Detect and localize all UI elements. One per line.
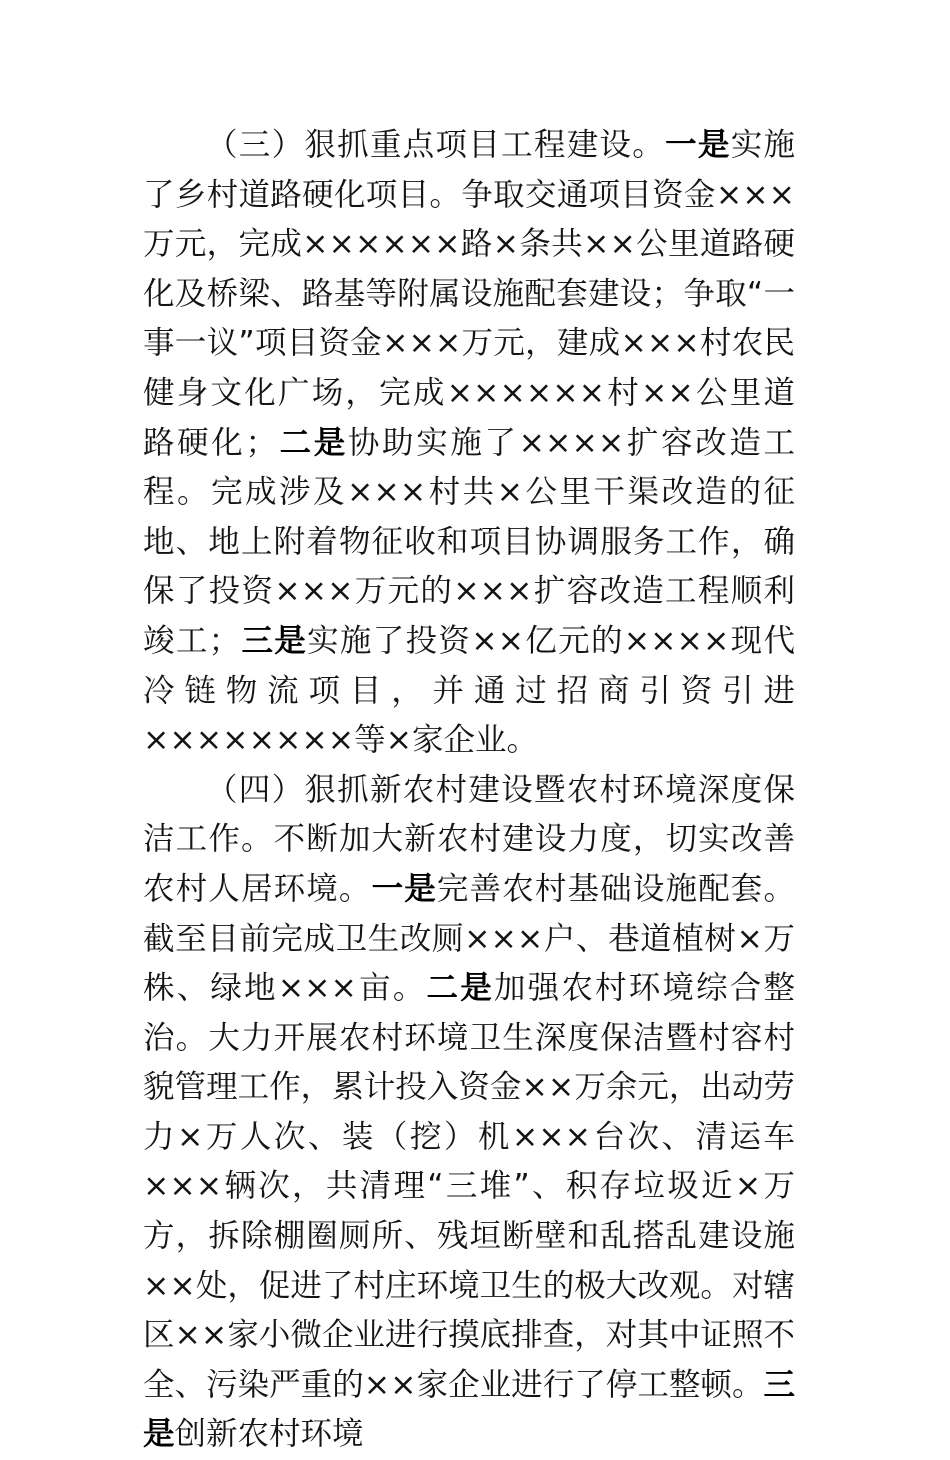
- paragraph-section-3: [143, 121, 795, 766]
- enumeration-marker: 二是: [276, 424, 348, 461]
- enumeration-marker: 三是: [143, 1366, 795, 1453]
- enumeration-marker: 一是: [371, 870, 437, 907]
- paragraph-text: 加强农村环境综合整治。大力开展农村环境卫生深度保洁暨村容村貌管理工作，累计投入资金××万余元，出动劳力×万人次、装（挖）机×××台次、清运车×××辆次，共清理“三堆”、积存垃圾近×万方，拆除棚圈厕所、残垣断壁和乱搭乱建设施××处，促进了村庄环境卫生的极大改观。对辖区××家小微企业进行摸底排查，对其中证照不全、污染严重的××家企业进行了停工整顿。: [143, 970, 795, 1403]
- paragraph-text: （四）狠抓新农村建设暨农村环境深度保洁工作。不断加大新农村建设力度，切实改善农村人居环境。: [143, 771, 795, 907]
- enumeration-marker: 二是: [426, 970, 494, 1007]
- paragraph-section-4: [143, 766, 795, 1460]
- enumeration-marker: 一是: [665, 127, 731, 163]
- paragraph-text: 实施了投资××亿元的××××现代冷链物流项目，并通过招商引资引进××××××××等×家企业。: [143, 622, 795, 759]
- paragraph-text: 完善农村基础设施配套。截至目前完成卫生改厕×××户、巷道植树×万株、绿地×××亩。: [143, 870, 795, 1007]
- document-body: [143, 121, 795, 1460]
- paragraph-text: 协助实施了××××扩容改造工程。完成涉及×××村共×公里干渠改造的征地、地上附着物征收和项目协调服务工作，确保了投资×××万元的×××扩容改造工程顺利竣工；: [143, 424, 795, 659]
- enumeration-marker: 三是: [240, 622, 308, 659]
- paragraph-text: 创新农村环境: [174, 1416, 364, 1453]
- paragraph-text: 实施了乡村道路硬化项目。争取交通项目资金×××万元，完成××××××路×条共××公里道路硬化及桥梁、路基等附属设施配套建设；争取“一事一议”项目资金×××万元，建成×××村农民健身文化广场，完成××××××村××公里道路硬化；: [143, 127, 795, 461]
- paragraph-text: （三）狠抓重点项目工程建设。: [206, 127, 666, 163]
